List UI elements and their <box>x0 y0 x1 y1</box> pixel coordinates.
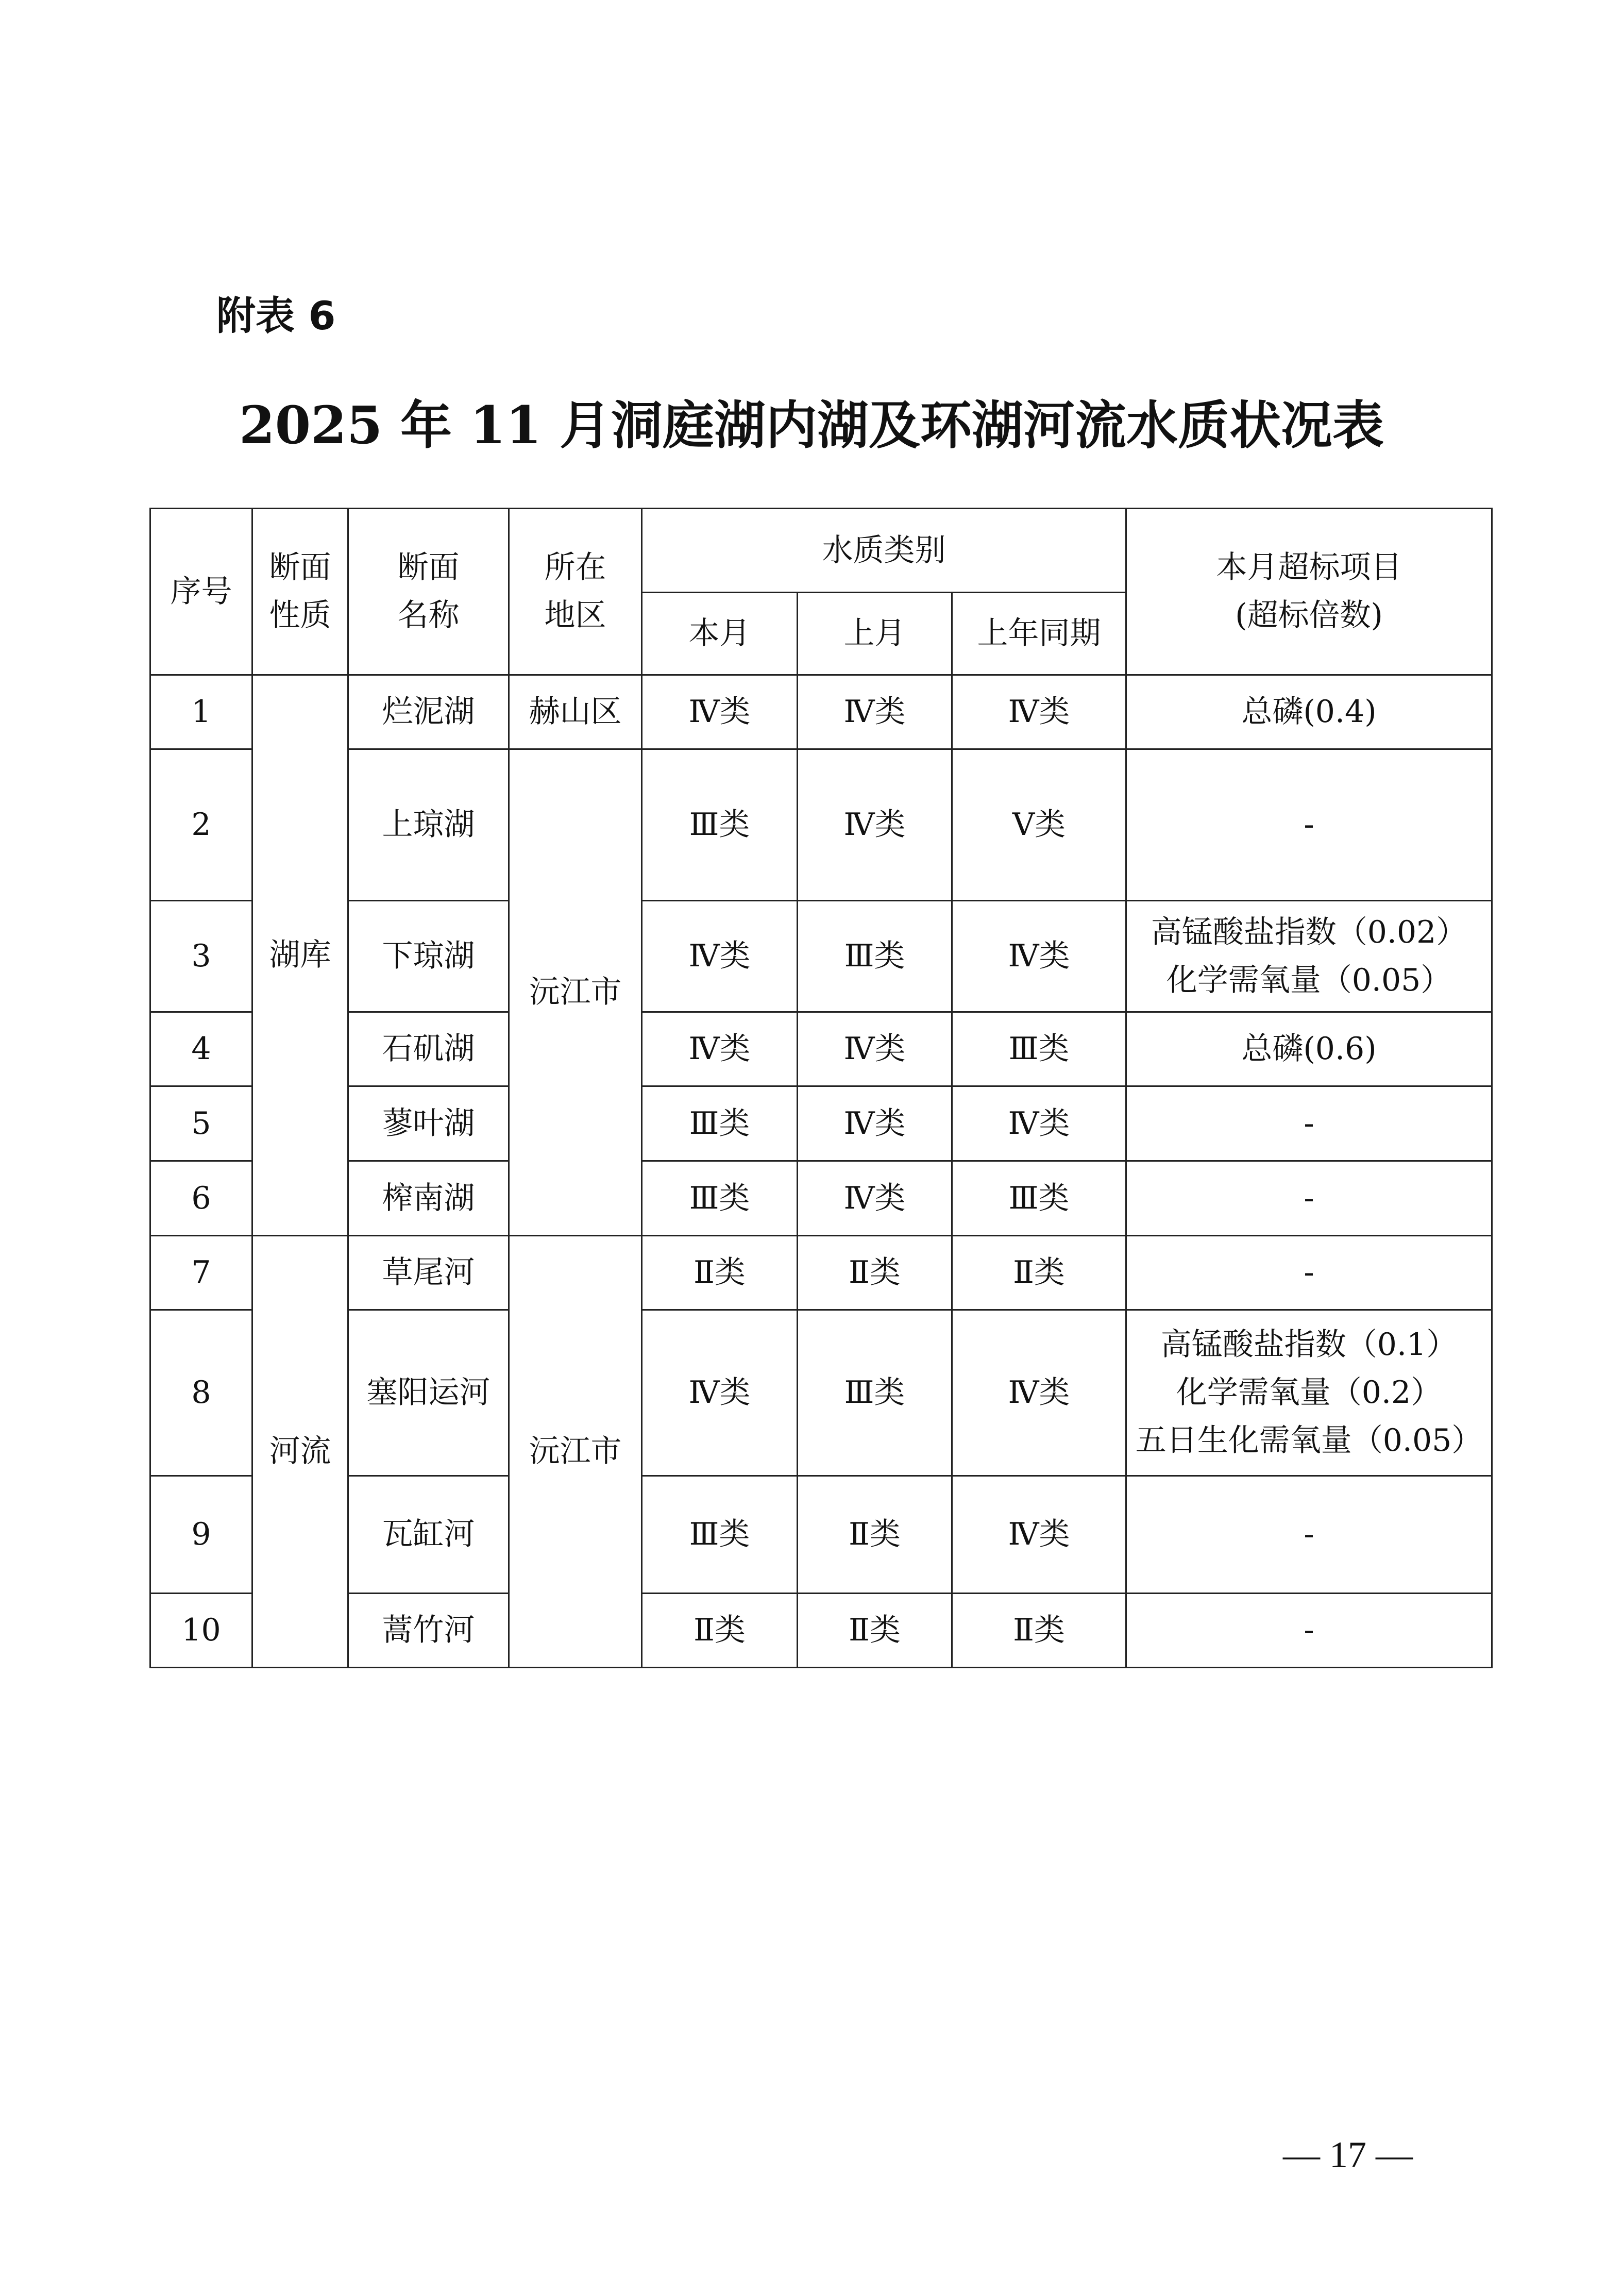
section-name: 石矶湖 <box>348 1012 509 1086</box>
exceed-cell <box>1126 1086 1492 1161</box>
region-cell: 沅江市 <box>509 1236 642 1668</box>
class-last-month: Ⅳ类 <box>798 749 952 901</box>
exceed-cell <box>1126 901 1492 1012</box>
header-name-line-1: 断面 <box>397 549 460 585</box>
class-this-month: Ⅲ类 <box>642 1086 798 1161</box>
class-this-month: Ⅳ类 <box>642 901 798 1012</box>
class-same-period: Ⅳ类 <box>952 1310 1126 1476</box>
header-last-month: 上月 <box>798 593 952 675</box>
water-quality-table <box>149 508 1493 1668</box>
section-name: 下琼湖 <box>348 901 509 1012</box>
seq-cell: 1 <box>150 675 252 749</box>
seq-cell: 8 <box>150 1310 252 1476</box>
seq-cell: 7 <box>150 1236 252 1310</box>
appendix-label: 附表 6 <box>216 293 336 339</box>
section-name: 蒿竹河 <box>348 1594 509 1668</box>
class-this-month: Ⅳ类 <box>642 675 798 749</box>
header-wq-class: 水质类别 <box>642 509 1126 593</box>
class-this-month: Ⅲ类 <box>642 1476 798 1594</box>
header-same-period: 上年同期 <box>952 593 1126 675</box>
table-row <box>150 749 1492 901</box>
class-last-month: Ⅱ类 <box>798 1476 952 1594</box>
exceed-cell <box>1126 1012 1492 1086</box>
header-exceed-line-1: 本月超标项目 <box>1216 549 1402 585</box>
header-name-line-2: 名称 <box>397 597 460 633</box>
class-same-period: Ⅳ类 <box>952 901 1126 1012</box>
header-region-line-2: 地区 <box>544 597 606 633</box>
header-region-line-1: 所在 <box>544 549 606 585</box>
section-name: 上琼湖 <box>348 749 509 901</box>
table-row <box>150 901 1492 1012</box>
class-same-period: Ⅱ类 <box>952 1236 1126 1310</box>
class-last-month: Ⅲ类 <box>798 901 952 1012</box>
exceed-item: - <box>1304 1180 1314 1216</box>
table-row <box>150 1012 1492 1086</box>
class-last-month: Ⅱ类 <box>798 1594 952 1668</box>
exceed-cell <box>1126 1161 1492 1236</box>
exceed-cell <box>1126 675 1492 749</box>
exceed-item: - <box>1304 807 1314 843</box>
seq-cell: 3 <box>150 901 252 1012</box>
exceed-item: 化学需氧量（0.2） <box>1176 1375 1442 1411</box>
exceed-item: 化学需氧量（0.05） <box>1166 962 1452 998</box>
group-river: 河流 <box>252 1236 348 1668</box>
section-name: 榨南湖 <box>348 1161 509 1236</box>
exceed-item: 总磷(0.6) <box>1241 1031 1377 1067</box>
class-last-month: Ⅳ类 <box>798 675 952 749</box>
exceed-item: - <box>1304 1516 1314 1552</box>
group-lake: 湖库 <box>252 675 348 1236</box>
class-same-period: Ⅳ类 <box>952 1086 1126 1161</box>
exceed-cell <box>1126 749 1492 901</box>
class-this-month: Ⅲ类 <box>642 749 798 901</box>
table-row <box>150 1236 1492 1310</box>
class-same-period: Ⅳ类 <box>952 675 1126 749</box>
exceed-item: 总磷(0.4) <box>1241 694 1377 730</box>
header-nature-line-2: 性质 <box>269 597 331 633</box>
exceed-item: - <box>1304 1612 1314 1648</box>
class-last-month: Ⅱ类 <box>798 1236 952 1310</box>
header-seq: 序号 <box>150 509 252 675</box>
header-name <box>348 509 509 675</box>
seq-cell: 9 <box>150 1476 252 1594</box>
class-this-month: Ⅱ类 <box>642 1594 798 1668</box>
region-cell: 沅江市 <box>509 749 642 1236</box>
seq-cell: 5 <box>150 1086 252 1161</box>
table-row <box>150 1086 1492 1161</box>
header-exceed <box>1126 509 1492 675</box>
class-same-period: Ⅴ类 <box>952 749 1126 901</box>
exceed-item: 高锰酸盐指数（0.1） <box>1160 1327 1458 1363</box>
exceed-item: - <box>1304 1105 1314 1142</box>
class-same-period: Ⅱ类 <box>952 1594 1126 1668</box>
class-same-period: Ⅲ类 <box>952 1161 1126 1236</box>
class-last-month: Ⅲ类 <box>798 1310 952 1476</box>
page-number: — 17 — <box>1283 2134 1413 2175</box>
class-this-month: Ⅳ类 <box>642 1012 798 1086</box>
header-exceed-line-2: (超标倍数) <box>1235 597 1383 633</box>
class-last-month: Ⅳ类 <box>798 1086 952 1161</box>
header-nature <box>252 509 348 675</box>
class-this-month: Ⅱ类 <box>642 1236 798 1310</box>
exceed-cell <box>1126 1594 1492 1668</box>
table-row <box>150 675 1492 749</box>
section-name: 蓼叶湖 <box>348 1086 509 1161</box>
seq-cell: 6 <box>150 1161 252 1236</box>
exceed-cell <box>1126 1476 1492 1594</box>
section-name: 塞阳运河 <box>348 1310 509 1476</box>
class-same-period: Ⅲ类 <box>952 1012 1126 1086</box>
section-name: 草尾河 <box>348 1236 509 1310</box>
section-name: 瓦缸河 <box>348 1476 509 1594</box>
exceed-item: 五日生化需氧量（0.05） <box>1135 1422 1483 1459</box>
header-region <box>509 509 642 675</box>
class-this-month: Ⅳ类 <box>642 1310 798 1476</box>
table-row <box>150 1476 1492 1594</box>
seq-cell: 2 <box>150 749 252 901</box>
table-row <box>150 1161 1492 1236</box>
section-name: 烂泥湖 <box>348 675 509 749</box>
class-last-month: Ⅳ类 <box>798 1012 952 1086</box>
header-this-month: 本月 <box>642 593 798 675</box>
header-nature-line-1: 断面 <box>269 549 331 585</box>
class-this-month: Ⅲ类 <box>642 1161 798 1236</box>
page-title: 2025 年 11 月洞庭湖内湖及环湖河流水质状况表 <box>239 395 1384 456</box>
seq-cell: 4 <box>150 1012 252 1086</box>
seq-cell: 10 <box>150 1594 252 1668</box>
table-row <box>150 1310 1492 1476</box>
exceed-item: - <box>1304 1254 1314 1291</box>
class-last-month: Ⅳ类 <box>798 1161 952 1236</box>
class-same-period: Ⅳ类 <box>952 1476 1126 1594</box>
exceed-cell <box>1126 1236 1492 1310</box>
exceed-item: 高锰酸盐指数（0.02） <box>1151 914 1467 950</box>
table-row <box>150 1594 1492 1668</box>
region-cell: 赫山区 <box>509 675 642 749</box>
exceed-cell <box>1126 1310 1492 1476</box>
